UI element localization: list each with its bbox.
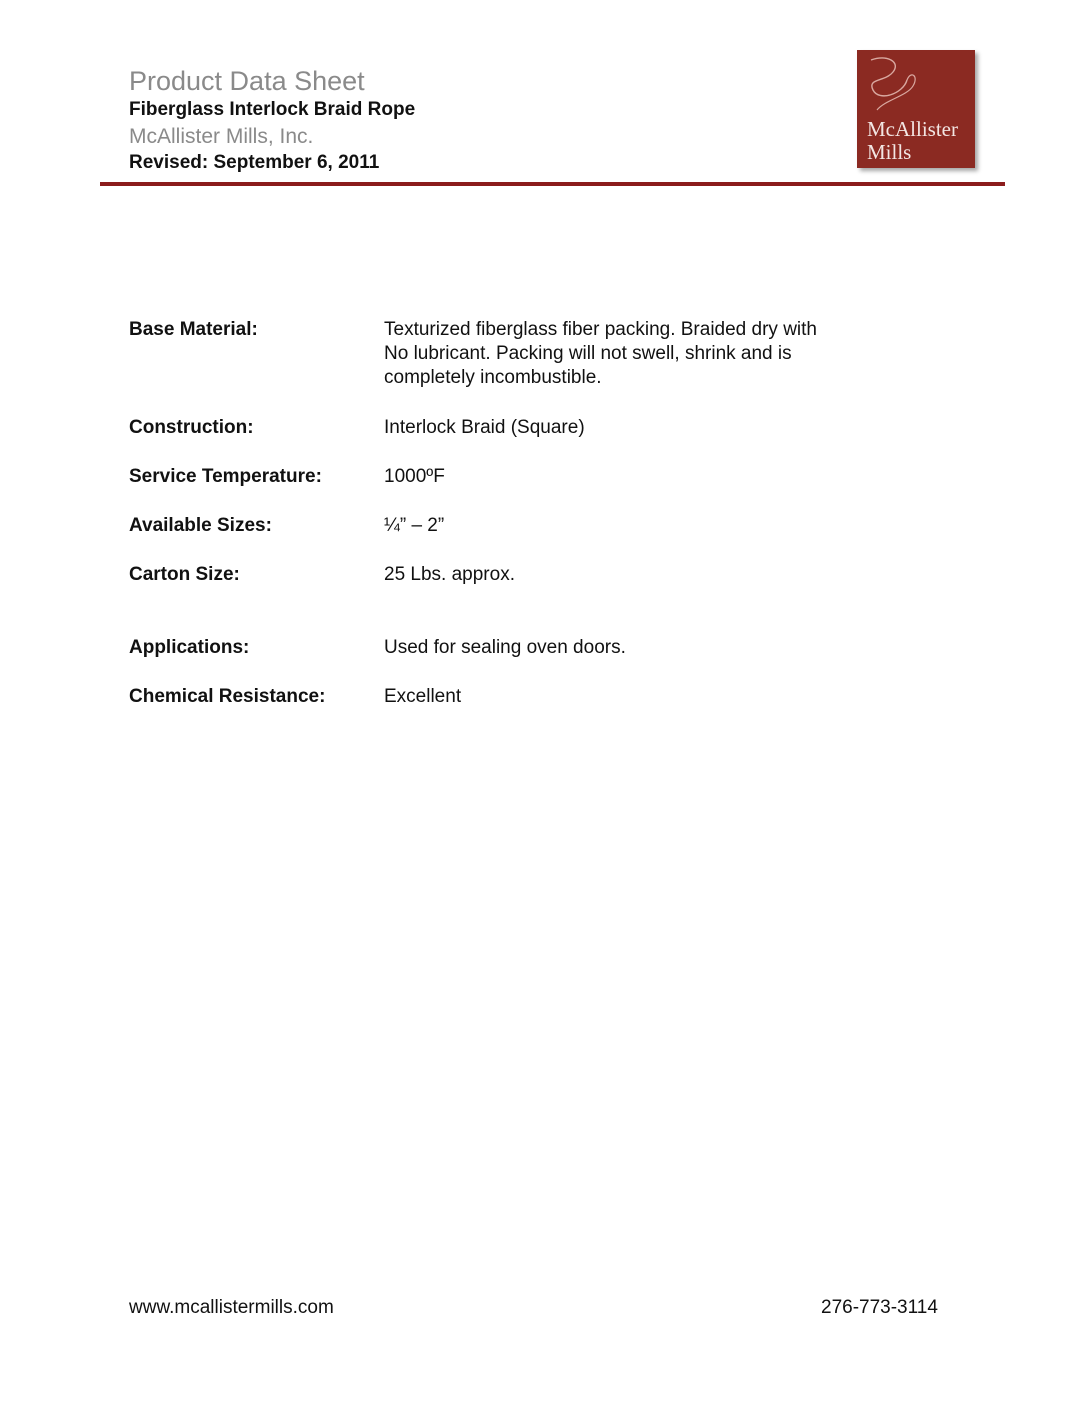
logo-text-line1: McAllister	[867, 117, 958, 141]
spec-row-construction	[129, 416, 929, 440]
spec-value: Used for sealing oven doors.	[384, 637, 626, 658]
spec-value	[384, 318, 929, 390]
spec-label: Construction:	[129, 417, 254, 438]
spec-value: 25 Lbs. approx.	[384, 564, 515, 585]
footer-website-link[interactable]: www.mcallistermills.com	[129, 1297, 334, 1318]
spec-value: 1000ºF	[384, 466, 445, 487]
logo-text-line2: Mills	[867, 140, 912, 164]
spec-row-carton-size	[129, 563, 929, 587]
product-name: Fiberglass Interlock Braid Rope	[129, 99, 416, 120]
spec-label: Carton Size:	[129, 564, 240, 585]
spec-value: ¼” – 2”	[384, 515, 445, 536]
spec-value: Interlock Braid (Square)	[384, 417, 585, 438]
spec-value: Excellent	[384, 686, 462, 707]
spec-row-service-temperature	[129, 465, 929, 489]
footer-phone: 276-773-3114	[821, 1297, 938, 1318]
spec-label: Available Sizes:	[129, 515, 272, 536]
spec-row-base-material	[129, 318, 929, 390]
mcallister-mills-logo	[857, 50, 975, 168]
header-divider	[100, 182, 1005, 186]
spec-table	[129, 318, 929, 709]
page-title: Product Data Sheet	[129, 66, 365, 96]
spec-label: Chemical Resistance:	[129, 686, 326, 707]
spec-value-line: No lubricant. Packing will not swell, shrink and is	[384, 343, 792, 364]
spec-label: Base Material:	[129, 319, 258, 340]
spec-value-line: completely incombustible.	[384, 367, 602, 388]
spec-label: Service Temperature:	[129, 466, 322, 487]
spec-value-line: Texturized fiberglass fiber packing. Braided dry with	[384, 319, 817, 340]
company-name: McAllister Mills, Inc.	[129, 125, 314, 148]
spec-row-available-sizes	[129, 514, 929, 538]
revision-date: Revised: September 6, 2011	[129, 152, 380, 173]
spec-label: Applications:	[129, 637, 250, 658]
spec-row-chemical-resistance	[129, 685, 929, 709]
spec-row-applications	[129, 636, 929, 660]
logo-graphic	[857, 50, 975, 168]
